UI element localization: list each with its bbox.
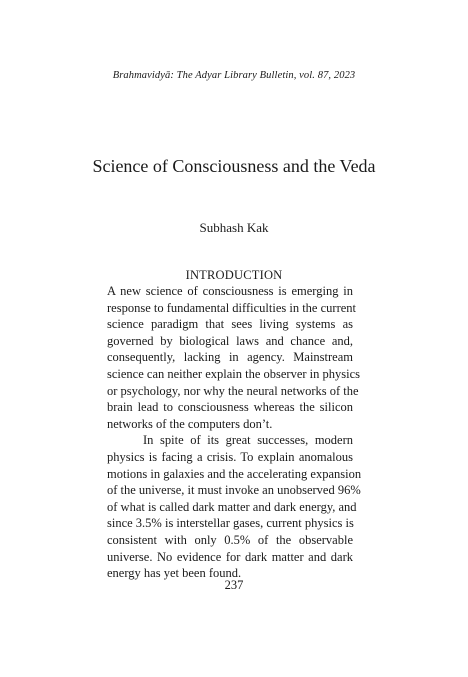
body-text [107,283,362,582]
text-line: science paradigm that sees living systems as [107,317,353,332]
text-line: of the universe, it must invoke an unobserved 96% [107,483,361,498]
text-line: since 3.5% is interstellar gases, current physics is [107,516,354,531]
paragraph-2 [107,432,362,581]
section-heading: INTRODUCTION [185,268,283,282]
journal-header: Brahmavidyā: The Adyar Library Bulletin, vol. 87, 2023 [112,70,356,81]
text-line: In spite of its great successes, modern [143,433,353,448]
text-line: motions in galaxies and the accelerating expansion [107,466,362,481]
text-line: A new science of consciousness is emerging in [107,284,353,298]
text-line: energy has yet been found. [107,566,242,581]
text-line: or psychology, nor why the neural networks of the [107,383,359,398]
text-line: universe. No evidence for dark matter and dark [107,549,353,564]
text-line: brain lead to consciousness whereas the silicon [107,400,353,415]
paragraph-1 [107,283,361,432]
article-title: Science of Consciousness and the Veda [92,156,376,176]
text-line: governed by biological laws and chance and, [107,333,353,348]
text-line: physics is facing a crisis. To explain anomalous [107,449,353,464]
text-line: science can neither explain the observer in physics [107,366,361,381]
text-line: consistent with only 0.5% of the observable [107,532,353,547]
text-line: response to fundamental difficulties in the current [107,300,356,315]
text-line: of what is called dark matter and dark energy, and [107,499,357,514]
page-number: 237 [224,578,244,592]
article-author: Subhash Kak [199,220,269,235]
text-line: consequently, lacking in agency. Mainstream [107,350,353,365]
text-line: networks of the computers don’t. [107,416,273,431]
